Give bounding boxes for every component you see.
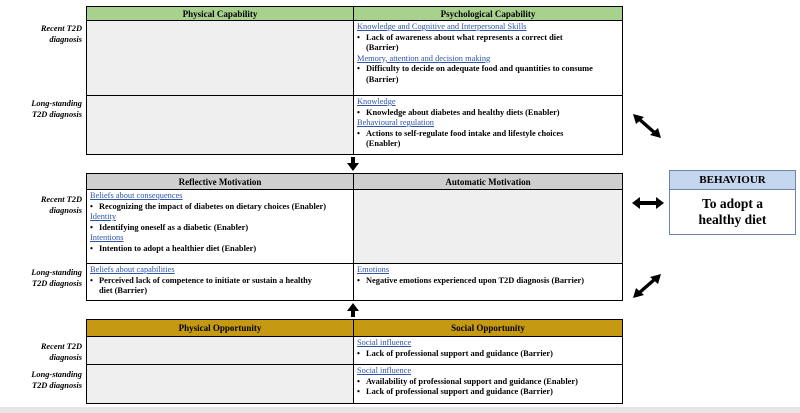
list-item — [357, 377, 619, 388]
bullet-icon: • — [90, 275, 93, 285]
bullet-icon: • — [357, 348, 360, 358]
tdf-domain-heading: Identity — [90, 212, 117, 222]
social-opportunity-long-cell — [353, 364, 623, 404]
bullet-icon: • — [357, 275, 360, 285]
capability-recent-label — [4, 24, 82, 45]
bullet-icon: • — [90, 201, 93, 211]
motivation-long-label — [4, 268, 82, 289]
item-text: Identifying oneself as a diabetic (Enabler) — [99, 222, 249, 232]
behaviour-line: healthy diet — [698, 212, 767, 227]
list-item — [90, 276, 350, 287]
list-item — [90, 244, 350, 255]
psychological-capability-long-cell — [353, 95, 623, 155]
tdf-domain-heading: Emotions — [357, 265, 390, 274]
automatic-motivation-recent-cell — [353, 189, 623, 264]
label-line: T2D diagnosis — [31, 109, 82, 119]
bullet-icon: • — [357, 107, 360, 117]
physical-capability-long-cell — [86, 95, 354, 155]
behaviour-title: BEHAVIOUR — [669, 170, 796, 190]
item-text: (Barrier) — [366, 74, 399, 84]
tdf-domain-heading: Social influence — [357, 338, 412, 347]
bullet-icon: • — [357, 64, 360, 74]
psychological-capability-recent-cell — [353, 20, 623, 96]
bullet-spacer — [357, 139, 366, 150]
bullet-icon: • — [357, 32, 360, 42]
label-line: Recent T2D — [40, 342, 82, 351]
motivation-recent-label — [4, 195, 82, 216]
item-text: diet (Barrier) — [99, 286, 148, 296]
label-line: diagnosis — [49, 205, 82, 215]
opportunity-long-label — [4, 370, 82, 391]
list-item — [90, 286, 350, 297]
tdf-domain-heading: Behavioural regulation — [357, 118, 434, 128]
label-line: Long-standing — [31, 268, 82, 277]
list-item — [357, 75, 619, 86]
capability-long-label — [4, 99, 82, 120]
list-item — [357, 43, 619, 54]
label-line: Recent T2D — [40, 24, 82, 33]
bullet-spacer — [357, 43, 366, 54]
bullet-icon: • — [90, 243, 93, 253]
behaviour-line: To adopt a — [701, 196, 763, 211]
physical-opportunity-recent-cell — [86, 336, 354, 365]
bullet-icon: • — [357, 128, 360, 138]
psychological-capability-header: Psychological Capability — [353, 6, 623, 21]
list-item — [357, 276, 619, 287]
label-line: T2D diagnosis — [31, 278, 82, 288]
bullet-spacer — [357, 75, 366, 86]
bullet-icon: • — [90, 222, 93, 232]
opportunity-recent-label — [4, 342, 82, 363]
item-text: (Enabler) — [366, 139, 401, 149]
list-item — [357, 139, 619, 150]
tdf-domain-heading: Memory, attention and decision making — [357, 53, 491, 63]
list-item — [90, 223, 350, 234]
item-text: Recognizing the impact of diabetes on dietary choices (Enabler) — [99, 201, 327, 211]
item-text: Knowledge about diabetes and healthy diets (Enabler) — [366, 107, 560, 117]
item-text: Availability of professional support and guidance (Enabler) — [366, 376, 578, 386]
item-text: Actions to self-regulate food intake and lifestyle choices — [366, 128, 564, 138]
bottom-bar — [0, 407, 800, 413]
item-text: Lack of professional support and guidance (Barrier) — [366, 387, 553, 397]
label-line: Recent T2D — [40, 195, 82, 204]
bullet-icon: • — [357, 387, 360, 397]
tdf-domain-heading: Social influence — [357, 366, 412, 375]
up-arrow-icon — [347, 303, 359, 317]
list-item — [357, 108, 619, 119]
social-opportunity-recent-cell — [353, 336, 623, 365]
tdf-domain-heading: Beliefs about consequences — [90, 191, 183, 200]
down-arrow-icon — [347, 157, 359, 171]
list-item — [357, 387, 619, 398]
reflective-motivation-long-cell — [86, 263, 354, 301]
tdf-domain-heading: Knowledge — [357, 97, 396, 106]
physical-capability-recent-cell — [86, 20, 354, 96]
item-text: Negative emotions experienced upon T2D diagnosis (Barrier) — [366, 275, 585, 285]
physical-opportunity-header: Physical Opportunity — [86, 319, 354, 337]
item-text: Intention to adopt a healthier diet (Enabler) — [99, 243, 257, 253]
list-item — [357, 349, 619, 360]
double-arrow-diagonal-icon — [632, 114, 662, 138]
tdf-domain-heading: Knowledge and Cognitive and Interpersonal Skills — [357, 22, 527, 31]
bullet-spacer — [90, 286, 99, 297]
social-opportunity-header: Social Opportunity — [353, 319, 623, 337]
item-text: Lack of professional support and guidance (Barrier) — [366, 348, 553, 358]
list-item — [357, 64, 619, 75]
reflective-motivation-header: Reflective Motivation — [86, 173, 354, 190]
physical-opportunity-long-cell — [86, 364, 354, 404]
label-line: diagnosis — [49, 352, 82, 362]
double-arrow-diagonal-up-icon — [632, 274, 662, 298]
list-item — [357, 129, 619, 140]
physical-capability-header: Physical Capability — [86, 6, 354, 21]
item-text: (Barrier) — [366, 43, 399, 53]
list-item — [357, 33, 619, 44]
label-line: Long-standing — [31, 99, 82, 108]
label-line: T2D diagnosis — [31, 380, 82, 390]
item-text: Difficulty to decide on adequate food and quantities to consume — [366, 64, 593, 74]
item-text: Lack of awareness about what represents a correct diet — [366, 32, 563, 42]
item-text: Perceived lack of competence to initiate or sustain a healthy — [99, 275, 312, 285]
bullet-icon: • — [357, 376, 360, 386]
automatic-motivation-long-cell — [353, 263, 623, 301]
tdf-domain-heading: Intentions — [90, 233, 124, 243]
behaviour-box — [669, 190, 796, 235]
label-line: Long-standing — [31, 370, 82, 379]
tdf-domain-heading: Beliefs about capabilities — [90, 265, 175, 274]
double-arrow-horizontal-icon — [632, 197, 664, 209]
list-item — [90, 202, 350, 213]
automatic-motivation-header: Automatic Motivation — [353, 173, 623, 190]
reflective-motivation-recent-cell — [86, 189, 354, 264]
label-line: diagnosis — [49, 34, 82, 44]
